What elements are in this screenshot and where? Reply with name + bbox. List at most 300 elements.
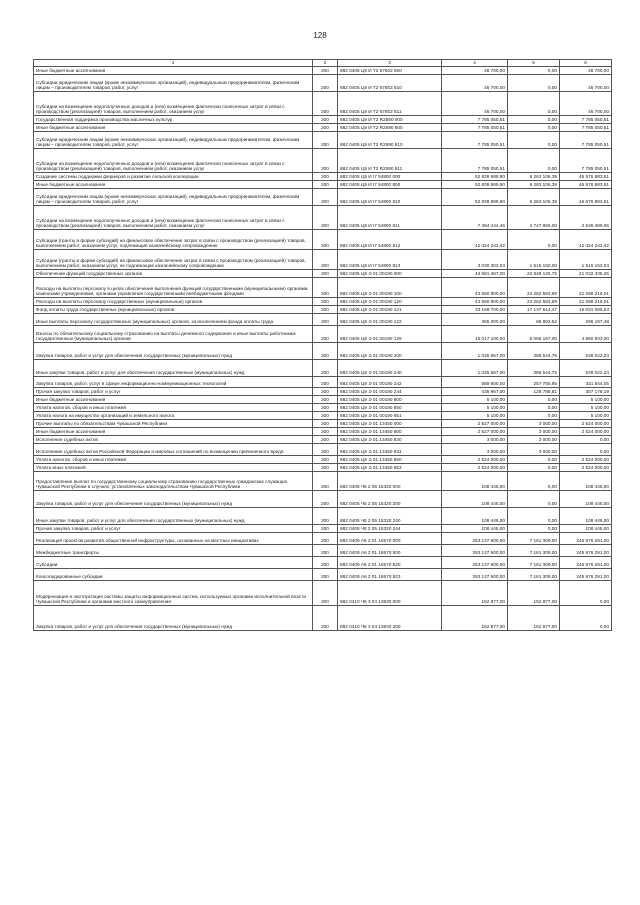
row-name: Иные закупки товаров, работ и услуг для обеспечения государственных (муниципальных) нужд [34,360,313,377]
row-value-col6: 5 100,00 [560,412,612,420]
column-number: 5 [508,60,560,67]
row-value-col6: 2 524 000,00 [560,464,612,472]
row-admin-code: 200 [313,420,338,428]
row-budget-code: 882 0405 Ч5 2 05 15320 240 [338,508,442,525]
row-value-col4: 108 445,00 [442,472,508,491]
table-row [34,420,612,428]
row-value-col6: 0,00 [560,606,612,631]
row-name: Межбюджетные трансферты [34,545,313,557]
row-name: Субсидии юридическим лицам (кроме некоммерческих организаций), индивидуальным предпринимателям, физическим лицам – производителям товаров, работ, услуг [34,75,313,92]
row-admin-code: 200 [313,404,338,412]
row-admin-code: 200 [313,67,338,75]
row-admin-code: 200 [313,270,338,278]
row-budget-code: 882 0405 Ц9 И I7 54800 812 [338,230,442,250]
row-value-col4: 52 839 989,90 [442,181,508,189]
row-budget-code: 882 0405 Ц9 Э 01 00190 100 [338,278,442,298]
row-value-col4: 3 030 303,03 [442,250,508,270]
table-row [34,206,612,230]
table-row [34,124,612,132]
table-row [34,173,612,181]
row-name: Субсидии юридическим лицам (кроме некоммерческих организаций), индивидуальным предпринимателям, физическим лицам – производителям товаров, работ, услуг [34,132,313,149]
row-name: Уплата иных платежей [34,464,313,472]
table-row [34,306,612,314]
row-admin-code: 200 [313,569,338,581]
row-value-col5: 3 000,00 [508,420,560,428]
row-value-col6: 21 032 335,25 [560,270,612,278]
table-row [34,444,612,456]
table-row [34,314,612,326]
row-admin-code: 200 [313,92,338,116]
row-budget-code: 882 0405 Ц9 Э 01 00190 129 [338,326,442,343]
row-value-col4: 5 100,00 [442,396,508,404]
row-value-col6: 108 445,00 [560,491,612,508]
row-name: Реализация проектов развития общественной инфраструктуры, основанных на местных инициативах [34,533,313,545]
table-row [34,230,612,250]
row-admin-code: 200 [313,250,338,270]
row-value-col4: 52 839 989,90 [442,173,508,181]
row-name: Консолидированные субсидии [34,569,313,581]
table-row [34,250,612,270]
row-admin-code: 200 [313,444,338,456]
row-value-col4: 7 785 050,51 [442,124,508,132]
row-value-col5: 1 515 150,00 [508,250,560,270]
row-budget-code: 882 0409 А6 2 01 16570 500 [338,545,442,557]
row-value-col6: 2 524 000,00 [560,456,612,464]
row-name: Прочие выплаты по обязательствам Чувашской Республики [34,420,313,428]
row-name: Модернизация и эксплуатация системы защиты информационных систем, используемых органами исполнительной власти Чувашской Республики и органами местного самоуправления [34,581,313,606]
row-admin-code: 200 [313,533,338,545]
table-row [34,533,612,545]
row-name: Прочая закупка товаров, работ и услуг [34,525,313,533]
table-row [34,464,612,472]
row-budget-code: 882 0409 А6 2 01 16570 523 [338,569,442,581]
row-value-col4: 2 527 000,00 [442,428,508,436]
row-value-col4: 46 700,00 [442,75,508,92]
row-name: Прочая закупка товаров, работ и услуг [34,388,313,396]
row-name: Субсидии юридическим лицам (кроме некоммерческих организаций), индивидуальным предпринимателям, физическим лицам – производителям товаров, работ, услуг [34,189,313,206]
table-row [34,343,612,360]
row-value-col6: 46 576 883,51 [560,181,612,189]
row-name: Предоставление выплат по государственному социальному страхованию государственных гражданских служащих Чувашской Республики в случаях, установленных законодательством Чувашской Республики [34,472,313,491]
row-name: Расходы на выплаты персоналу государственных (муниципальных) органов [34,298,313,306]
row-budget-code: 882 0409 А6 2 01 16570 000 [338,533,442,545]
row-value-col4: 46 700,00 [442,92,508,116]
row-value-col4: 108 445,00 [442,508,508,525]
row-name: Закупка товаров, работ, услуг в сфере информационно-коммуникационных технологий [34,377,313,388]
table-row [34,149,612,173]
row-name: Иные выплаты персоналу государственных (муниципальных) органов, за исключением фонда оплаты труда [34,314,313,326]
row-value-col4: 589 600,00 [442,377,508,388]
row-admin-code: 200 [313,491,338,508]
row-budget-code: 882 0405 Ц9 Э 01 00190 121 [338,306,442,314]
row-budget-code: 882 0405 Ц9 И I7 54800 800 [338,181,442,189]
row-value-col4: 44 581 467,00 [442,270,508,278]
row-name: Иные бюджетные ассигнования [34,124,313,132]
row-budget-code: 882 0405 Ц9 Э 01 00190 000 [338,270,442,278]
row-value-col4: 42 424 242,42 [442,230,508,250]
row-value-col5: 0,00 [508,456,560,464]
table-row [34,606,612,631]
table-row [34,412,612,420]
row-value-col6: 46 700,00 [560,75,612,92]
row-value-col4: 46 700,00 [442,67,508,75]
row-budget-code: 882 0405 Ц9 И Т2 67602 810 [338,75,442,92]
row-value-col4: 7 384 444,46 [442,206,508,230]
row-budget-code: 882 0405 Ц9 Э 01 13450 831 [338,444,442,456]
row-value-col6: 7 785 050,51 [560,124,612,132]
row-budget-code: 882 0405 Ц9 Э 01 00190 240 [338,360,442,377]
row-value-col5: 22 849 125,75 [508,270,560,278]
row-value-col5: 22 262 583,99 [508,298,560,306]
row-value-col5: 152 877,00 [508,606,560,631]
table-row [34,75,612,92]
row-value-col6: 0,00 [560,436,612,444]
row-value-col5: 128 788,81 [508,388,560,396]
row-budget-code: 882 0405 Ц9 Э 01 00190 244 [338,388,442,396]
row-admin-code: 200 [313,181,338,189]
row-name: Субсидии [34,557,313,569]
row-admin-code: 200 [313,360,338,377]
row-budget-code: 882 0405 Ц9 Э 01 13450 830 [338,436,442,444]
column-number: 6 [560,60,612,67]
row-value-col6: 639 022,24 [560,360,612,377]
row-value-col6: 46 576 883,51 [560,173,612,181]
table-row [34,132,612,149]
row-value-col5: 257 755,95 [508,377,560,388]
row-value-col6: 16 031 085,53 [560,306,612,314]
row-value-col6: 7 785 050,51 [560,116,612,124]
row-value-col4: 2 524 000,00 [442,464,508,472]
row-admin-code: 200 [313,377,338,388]
row-value-col5: 0,00 [508,124,560,132]
row-value-col5: 6 263 106,39 [508,181,560,189]
row-value-col5: 4 747 955,00 [508,206,560,230]
row-admin-code: 200 [313,436,338,444]
row-budget-code: 882 0405 Ц9 И Т2 67602 811 [338,92,442,116]
row-value-col5: 0,00 [508,116,560,124]
row-budget-code: 882 0409 А6 2 01 16570 520 [338,557,442,569]
table-row [34,581,612,606]
row-name: Уплата налога на имущество организаций и земельного налога [34,412,313,420]
row-value-col4: 253 137 600,00 [442,569,508,581]
table-row [34,360,612,377]
row-budget-code: 882 0405 Ц9 И Т2 R2590 811 [338,149,442,173]
row-value-col6: 108 445,00 [560,508,612,525]
row-admin-code: 200 [313,149,338,173]
row-admin-code: 200 [313,206,338,230]
row-value-col5: 0,00 [508,92,560,116]
row-admin-code: 200 [313,525,338,533]
row-value-col6: 2 636 489,06 [560,206,612,230]
row-value-col6: 42 424 242,42 [560,230,612,250]
column-number: 2 [313,60,338,67]
row-name: Уплата налогов, сборов и иных платежей [34,456,313,464]
row-value-col5: 386 544,76 [508,360,560,377]
table-row [34,557,612,569]
row-name: Уплата налогов, сборов и иных платежей [34,404,313,412]
row-budget-code: 882 0405 Ц9 И Т2 R2590 810 [338,132,442,149]
row-value-col6: 0,00 [560,581,612,606]
row-value-col5: 0,00 [508,149,560,173]
row-value-col5: 3 000,00 [508,444,560,456]
row-value-col4: 365 000,00 [442,314,508,326]
row-name: Иные бюджетные ассигнования [34,67,313,75]
row-value-col5: 0,00 [508,412,560,420]
row-value-col5: 0,00 [508,404,560,412]
row-value-col6: 245 976 291,00 [560,569,612,581]
row-value-col5: 6 263 106,39 [508,173,560,181]
row-budget-code: 882 0405 Ц9 Э 01 13450 800 [338,428,442,436]
row-value-col5: 22 262 583,99 [508,278,560,298]
row-value-col5: 152 877,00 [508,581,560,606]
row-name: Создание системы поддержки фермеров и развитие сельской кооперации [34,173,313,181]
row-value-col4: 253 137 600,00 [442,533,508,545]
table-row [34,404,612,412]
row-admin-code: 200 [313,464,338,472]
row-value-col6: 2 524 000,00 [560,420,612,428]
table-row [34,377,612,388]
row-value-col5: 0,00 [508,472,560,491]
row-value-col4: 435 967,00 [442,388,508,396]
row-value-col4: 5 100,00 [442,404,508,412]
row-value-col5: 0,00 [508,464,560,472]
row-admin-code: 200 [313,581,338,606]
row-value-col5: 6 263 106,39 [508,189,560,206]
row-value-col6: 108 445,00 [560,525,612,533]
row-value-col6: 245 976 291,00 [560,545,612,557]
row-admin-code: 200 [313,545,338,557]
row-budget-code: 882 0405 Ц9 Э 01 00190 242 [338,377,442,388]
row-budget-code: 882 0405 Ч5 2 05 15320 244 [338,525,442,533]
row-value-col5: 3 000,00 [508,436,560,444]
table-row [34,278,612,298]
row-admin-code: 200 [313,189,338,206]
row-admin-code: 200 [313,456,338,464]
table-row [34,508,612,525]
row-value-col6: 296 197,48 [560,314,612,326]
row-budget-code: 882 0405 Ц9 И Т2 R2590 000 [338,116,442,124]
row-value-col6: 46 700,00 [560,67,612,75]
table-row [34,270,612,278]
row-value-col5: 0,00 [508,132,560,149]
row-value-col4: 3 000,00 [442,436,508,444]
row-name: Взносы по обязательному социальному страхованию на выплаты денежного содержания и иные выплаты работникам государственных (муниципальных) органов [34,326,313,343]
row-budget-code: 882 0410 Ч6 3 04 13830 000 [338,581,442,606]
row-admin-code: 200 [313,472,338,491]
row-value-col5: 3 000,00 [508,428,560,436]
row-value-col5: 7 161 309,00 [508,533,560,545]
column-number-row [34,60,612,67]
row-value-col5: 0,00 [508,75,560,92]
table-body [34,60,612,631]
row-admin-code: 200 [313,116,338,124]
row-value-col6: 108 445,00 [560,472,612,491]
row-name: Исполнение судебных актов [34,436,313,444]
row-budget-code: 882 0405 Ц9 Э 01 00190 851 [338,412,442,420]
row-value-col4: 152 877,00 [442,606,508,631]
row-value-col4: 5 100,00 [442,412,508,420]
row-admin-code: 200 [313,606,338,631]
row-name: Субсидии на возмещение недополученных доходов и (или) возмещение фактически понесенных затрат в связи с производством (реализацией) товаров, выполнением работ, оказанием услуг [34,206,313,230]
row-admin-code: 200 [313,132,338,149]
row-value-col4: 2 527 000,00 [442,420,508,428]
row-value-col5: 0,00 [508,396,560,404]
row-value-col4: 152 877,00 [442,581,508,606]
row-budget-code: 882 0405 Ч5 2 05 15320 000 [338,472,442,491]
table-row [34,388,612,396]
row-value-col4: 52 839 989,90 [442,189,508,206]
table-row [34,491,612,508]
row-name: Закупка товаров, работ и услуг для обеспечения государственных (муниципальных) нужд [34,606,313,631]
row-name: Фонд оплаты труда государственных (муниципальных) органов [34,306,313,314]
row-name: Иные закупки товаров, работ и услуг для обеспечения государственных (муниципальных) нужд [34,508,313,525]
row-value-col6: 1 515 153,03 [560,250,612,270]
row-admin-code: 200 [313,124,338,132]
column-number: 1 [34,60,313,67]
row-admin-code: 200 [313,278,338,298]
row-value-col6: 4 960 933,00 [560,326,612,343]
row-admin-code: 200 [313,428,338,436]
row-value-col6: 21 288 216,01 [560,298,612,306]
table-row [34,298,612,306]
row-budget-code: 882 0405 Ц9 Э 01 00190 850 [338,404,442,412]
budget-execution-table [33,59,612,631]
row-value-col6: 46 576 883,51 [560,189,612,206]
row-value-col4: 7 785 050,51 [442,116,508,124]
table-row [34,525,612,533]
row-value-col4: 2 524 000,00 [442,456,508,464]
row-value-col6: 0,00 [560,444,612,456]
row-value-col4: 10 017 100,00 [442,326,508,343]
row-value-col4: 43 550 800,00 [442,298,508,306]
row-name: Государственная поддержка производства масличных культур [34,116,313,124]
table-row [34,396,612,404]
row-admin-code: 200 [313,557,338,569]
row-budget-code: 882 0405 Ц9 И I7 54800 810 [338,189,442,206]
row-budget-code: 882 0405 Ц9 Э 01 00190 800 [338,396,442,404]
row-admin-code: 200 [313,396,338,404]
row-value-col6: 245 976 291,00 [560,533,612,545]
row-budget-code: 882 0405 Ц9 И Т2 R2590 800 [338,124,442,132]
row-value-col4: 43 550 800,00 [442,278,508,298]
row-value-col5: 0,00 [508,67,560,75]
row-value-col5: 0,00 [508,491,560,508]
row-value-col4: 7 785 050,51 [442,149,508,173]
row-admin-code: 200 [313,326,338,343]
row-admin-code: 200 [313,75,338,92]
row-value-col6: 245 976 291,00 [560,557,612,569]
table-row [34,189,612,206]
row-name: Исполнение судебных актов Российской Федерации и мировых соглашений по возмещению причиненного вреда [34,444,313,456]
row-value-col6: 7 785 050,51 [560,149,612,173]
table-row [34,326,612,343]
row-value-col6: 5 100,00 [560,396,612,404]
row-admin-code: 200 [313,173,338,181]
row-value-col6: 639 022,24 [560,343,612,360]
row-value-col4: 253 137 600,00 [442,545,508,557]
table-row [34,116,612,124]
row-value-col5: 0,00 [508,230,560,250]
row-name: Иные бюджетные ассигнования [34,396,313,404]
row-budget-code: 882 0405 Ц9 Э 01 00190 122 [338,314,442,326]
table-row [34,472,612,491]
row-value-col6: 5 100,00 [560,404,612,412]
row-name: Субсидии на возмещение недополученных доходов и (или) возмещение фактически понесенных затрат в связи с производством (реализацией) товаров, выполнением работ, оказанием услуг [34,92,313,116]
row-name: Иные бюджетные ассигнования [34,181,313,189]
row-name: Обеспечение функций государственных органов [34,270,313,278]
row-admin-code: 200 [313,298,338,306]
table-row [34,436,612,444]
row-admin-code: 200 [313,343,338,360]
row-budget-code: 882 0405 Ц9 И I7 54800 811 [338,206,442,230]
row-value-col5: 386 544,76 [508,343,560,360]
row-admin-code: 200 [313,230,338,250]
page-number: 128 [313,31,327,40]
row-value-col5: 0,00 [508,508,560,525]
column-number: 4 [442,60,508,67]
table-row [34,428,612,436]
row-budget-code: 882 0405 Ц9 Э 01 13450 853 [338,464,442,472]
row-name: Субсидии на возмещение недополученных доходов и (или) возмещение фактически понесенных затрат в связи с производством (реализацией) товаров, выполнением работ, оказанием услуг [34,149,313,173]
table-row [34,545,612,557]
row-admin-code: 200 [313,388,338,396]
row-budget-code: 882 0405 Ц9 И I7 54800 813 [338,250,442,270]
row-value-col4: 1 025 567,00 [442,343,508,360]
table-row [34,569,612,581]
table-row [34,92,612,116]
row-admin-code: 200 [313,508,338,525]
row-name: Иные бюджетные ассигнования [34,428,313,436]
row-admin-code: 200 [313,314,338,326]
row-budget-code: 882 0405 Ц9 Э 01 00190 200 [338,343,442,360]
row-value-col4: 253 137 600,00 [442,557,508,569]
row-value-col4: 108 445,00 [442,491,508,508]
row-budget-code: 882 0410 Ч6 3 04 13830 200 [338,606,442,631]
row-value-col5: 7 161 309,00 [508,557,560,569]
row-value-col6: 21 288 216,01 [560,278,612,298]
row-value-col6: 331 844,05 [560,377,612,388]
row-budget-code: 882 0405 Ц9 Э 01 13450 000 [338,420,442,428]
row-budget-code: 882 0405 Ц9 Э 01 13450 850 [338,456,442,464]
row-value-col5: 7 161 309,00 [508,545,560,557]
row-value-col6: 46 700,00 [560,92,612,116]
row-admin-code: 200 [313,412,338,420]
row-name: Закупка товаров, работ и услуг для обеспечения государственных (муниципальных) нужд [34,343,313,360]
row-admin-code: 200 [313,306,338,314]
row-name: Закупка товаров, работ и услуг для обеспечения государственных (муниципальных) нужд [34,491,313,508]
row-name: Субсидии (гранты в форме субсидий) на финансовое обеспечение затрат в связи с производством (реализацией) товаров, выполнением работ, оказанием услуг, не подлежащие казначейскому сопровождению [34,250,313,270]
row-value-col4: 108 445,00 [442,525,508,533]
row-value-col4: 3 000,00 [442,444,508,456]
row-value-col5: 0,00 [508,525,560,533]
table-row [34,181,612,189]
row-budget-code: 882 0405 Ц9 И I7 54800 000 [338,173,442,181]
row-value-col4: 1 025 567,00 [442,360,508,377]
row-name: Расходы на выплаты персоналу в целях обеспечения выполнения функций государственными (муниципальными) органами, казенными учреждениями, органами управления государственными внебюджетными фондами [34,278,313,298]
row-value-col5: 17 137 614,47 [508,306,560,314]
table-row [34,67,612,75]
column-number: 3 [338,60,442,67]
row-budget-code: 882 0405 Ч5 2 05 15320 200 [338,491,442,508]
row-value-col5: 5 056 167,00 [508,326,560,343]
row-value-col5: 7 161 309,00 [508,569,560,581]
row-value-col6: 7 785 050,51 [560,132,612,149]
row-budget-code: 882 0405 Ц9 И Т2 67602 800 [338,67,442,75]
row-value-col4: 7 785 050,51 [442,132,508,149]
row-value-col5: 68 802,52 [508,314,560,326]
row-value-col4: 33 168 700,00 [442,306,508,314]
row-name: Субсидии (гранты в форме субсидий) на финансовое обеспечение затрат в связи с производством (реализацией) товаров, выполнением работ, оказанием услуг, подлежащие казначейскому сопровождению [34,230,313,250]
